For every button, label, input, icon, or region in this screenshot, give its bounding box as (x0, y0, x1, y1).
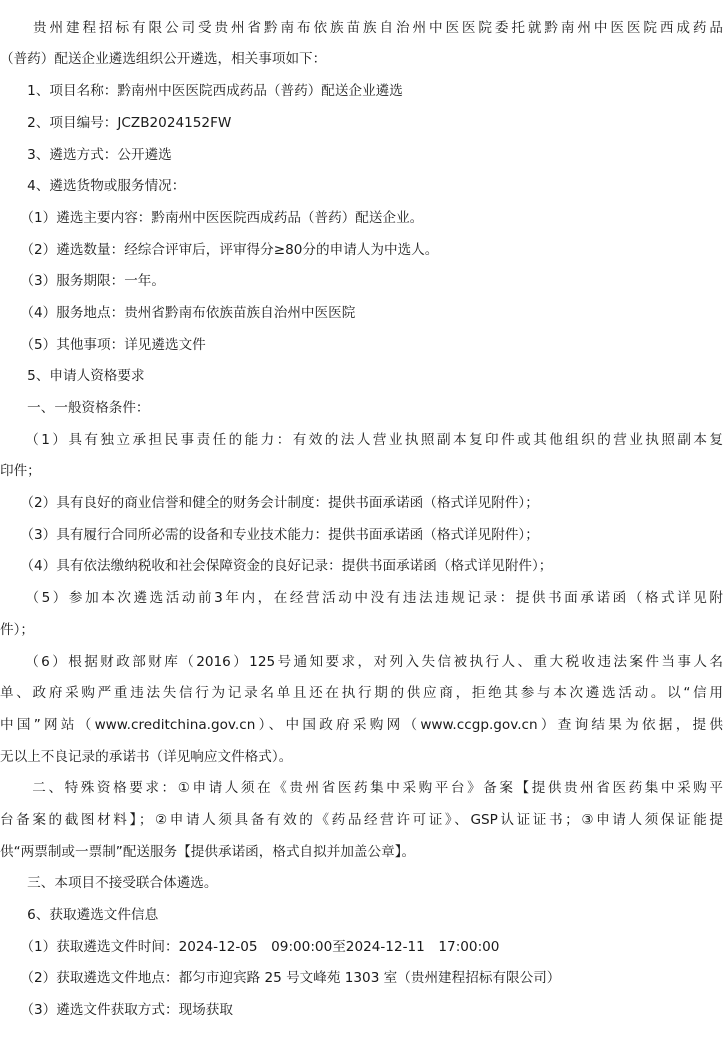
item-project-number: 2、项目编号：JCZB2024152FW (0, 115, 232, 131)
item-selection-method: 3、遴选方式：公开遴选 (0, 147, 172, 163)
subitem-main-content: （1）遴选主要内容：黔南州中医医院西成药品（普药）配送企业。 (0, 210, 424, 226)
item-project-name: 1、项目名称：黔南州中医医院西成药品（普药）配送企业遴选 (0, 83, 403, 99)
qualification-6-line-2: 单、政府采购严重违法失信行为记录名单且还在执行期的供应商，拒绝其参与本次遴选活动。以“信用 (0, 685, 723, 701)
special-qualification-line-2: 台备案的截图材料】；②申请人须具备有效的《药品经营许可证》、GSP认证证书；③申请人须保证能提 (0, 812, 723, 828)
qualification-5-line-2: 件）； (0, 622, 34, 638)
subitem-other-matters: （5）其他事项：详见遴选文件 (0, 337, 206, 353)
paragraph-intro-line-2: （普药）配送企业遴选组织公开遴选，相关事项如下： (0, 51, 327, 67)
qualification-3: （3）具有履行合同所必需的设备和专业技术能力：提供书面承诺函（格式详见附件）； (0, 527, 539, 543)
general-qualification-heading: 一、一般资格条件： (0, 400, 150, 416)
item-goods-services-heading: 4、遴选货物或服务情况： (0, 178, 186, 194)
subitem-quantity: （2）遴选数量：经综合评审后，评审得分≥80分的申请人为中选人。 (0, 242, 439, 258)
subitem-service-period: （3）服务期限：一年。 (0, 273, 165, 289)
qualification-1-line-2: 印件； (0, 463, 41, 479)
paragraph-intro-line-1: 贵州建程招标有限公司受贵州省黔南布依族苗族自治州中医医院委托就黔南州中医医院西成药品 (0, 20, 723, 36)
special-qualification-line-3: 供“两票制或一票制”配送服务【提供承诺函，格式自拟并加盖公章】。 (0, 844, 416, 860)
document-obtain-time: （1）获取遴选文件时间：2024-12-05 09:00:00至2024-12-11 17:00:00 (0, 939, 500, 955)
document-obtain-method: （3）遴选文件获取方式：现场获取 (0, 1002, 233, 1018)
qualification-2: （2）具有良好的商业信誉和健全的财务会计制度：提供书面承诺函（格式详见附件）； (0, 495, 539, 511)
no-consortium-note: 三、本项目不接受联合体遴选。 (0, 875, 218, 891)
qualification-6-line-3: 中国”网站（www.creditchina.gov.cn）、中国政府采购网（www.ccgp.gov.cn）查询结果为依据，提供 (0, 717, 723, 733)
qualification-6-line-1: （6）根据财政部财库（2016）125号通知要求，对列入失信被执行人、重大税收违法案件当事人名 (0, 654, 723, 670)
subitem-service-location: （4）服务地点：贵州省黔南布依族苗族自治州中医医院 (0, 305, 356, 321)
qualification-6-line-4: 无以上不良记录的承诺书（详见响应文件格式）。 (0, 749, 293, 765)
qualification-4: （4）具有依法缴纳税收和社会保障资金的良好记录：提供书面承诺函（格式详见附件）； (0, 558, 553, 574)
special-qualification-line-1: 二、特殊资格要求：①申请人须在《贵州省医药集中采购平台》备案【提供贵州省医药集中采购平 (0, 780, 723, 796)
document-obtain-location: （2）获取遴选文件地点：都匀市迎宾路 25 号文峰苑 1303 室（贵州建程招标有限公司） (0, 970, 561, 986)
qualification-5-line-1: （5）参加本次遴选活动前3年内，在经营活动中没有违法违规记录：提供书面承诺函（格式详见附 (0, 590, 723, 606)
item-document-info-heading: 6、获取遴选文件信息 (0, 907, 159, 923)
qualification-1-line-1: （1）具有独立承担民事责任的能力：有效的法人营业执照副本复印件或其他组织的营业执照副本复 (0, 432, 723, 448)
item-qualification-heading: 5、申请人资格要求 (0, 368, 145, 384)
